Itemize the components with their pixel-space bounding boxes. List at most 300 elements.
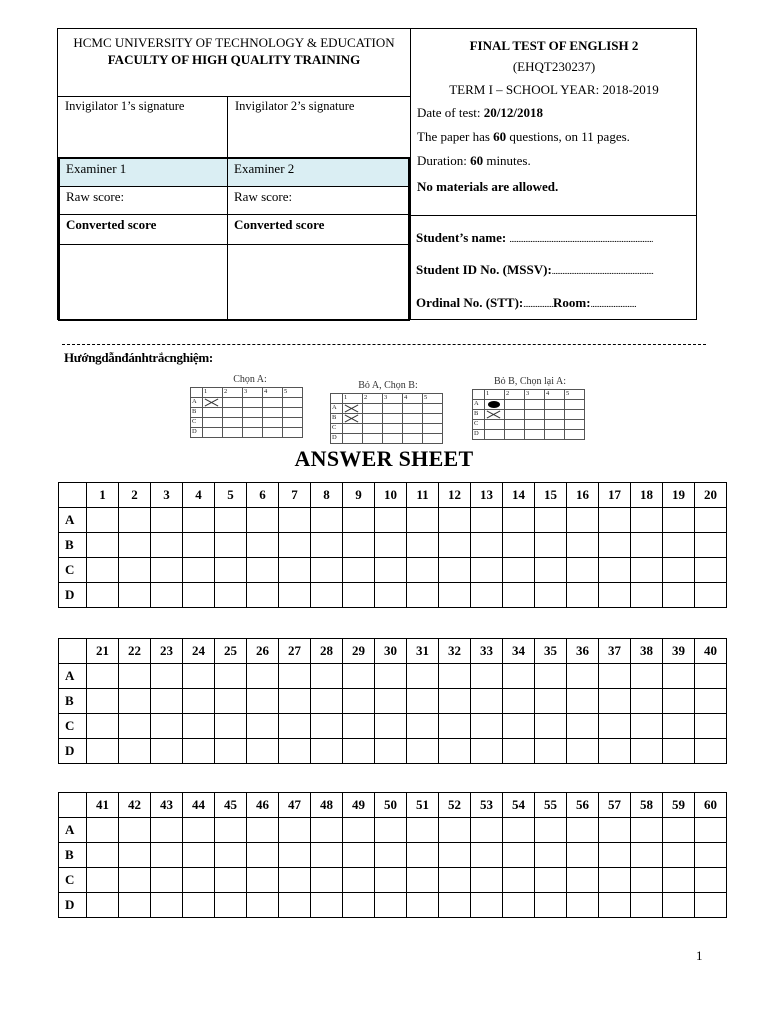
mini-grid-cell [243, 418, 263, 428]
answer-bubble[interactable] [375, 893, 407, 918]
answer-bubble[interactable] [215, 868, 247, 893]
answer-bubble[interactable] [503, 893, 535, 918]
answer-bubble[interactable] [279, 818, 311, 843]
answer-bubble[interactable] [439, 664, 471, 689]
answer-bubble[interactable] [215, 558, 247, 583]
answer-bubble[interactable] [119, 714, 151, 739]
answer-bubble[interactable] [439, 893, 471, 918]
answer-bubble[interactable] [535, 508, 567, 533]
answer-bubble[interactable] [599, 868, 631, 893]
answer-bubble[interactable] [471, 714, 503, 739]
answer-bubble[interactable] [87, 664, 119, 689]
answer-bubble[interactable] [311, 843, 343, 868]
answer-bubble[interactable] [695, 689, 727, 714]
answer-bubble[interactable] [247, 893, 279, 918]
mini-grid-col-label: 5 [565, 390, 585, 400]
answer-bubble[interactable] [87, 739, 119, 764]
answer-bubble[interactable] [631, 533, 663, 558]
answer-bubble[interactable] [183, 558, 215, 583]
answer-bubble[interactable] [439, 558, 471, 583]
student-id-field[interactable]: Student ID No. (MSSV):.......................................................... [416, 262, 654, 277]
answer-bubble[interactable] [599, 558, 631, 583]
answer-bubble[interactable] [119, 664, 151, 689]
answer-bubble[interactable] [503, 508, 535, 533]
answer-bubble[interactable] [567, 714, 599, 739]
question-number: 20 [695, 483, 727, 508]
answer-bubble[interactable] [279, 714, 311, 739]
answer-bubble[interactable] [663, 714, 695, 739]
answer-bubble[interactable] [503, 583, 535, 608]
answer-bubble[interactable] [183, 533, 215, 558]
mini-grid-cell [505, 400, 525, 410]
answer-bubble[interactable] [631, 689, 663, 714]
mini-grid-cell [545, 410, 565, 420]
answer-bubble[interactable] [375, 818, 407, 843]
answer-bubble[interactable] [215, 739, 247, 764]
option-label: D [59, 583, 87, 608]
answer-bubble[interactable] [375, 508, 407, 533]
answer-bubble[interactable] [663, 558, 695, 583]
answer-bubble[interactable] [407, 714, 439, 739]
answer-bubble[interactable] [631, 664, 663, 689]
answer-bubble[interactable] [183, 868, 215, 893]
answer-bubble[interactable] [151, 508, 183, 533]
answer-bubble[interactable] [247, 714, 279, 739]
answer-bubble[interactable] [311, 868, 343, 893]
answer-bubble[interactable] [631, 508, 663, 533]
answer-bubble[interactable] [407, 664, 439, 689]
answer-bubble[interactable] [247, 583, 279, 608]
question-number: 7 [279, 483, 311, 508]
mini-grid-cell [223, 398, 243, 408]
answer-bubble[interactable] [343, 508, 375, 533]
answer-bubble[interactable] [119, 583, 151, 608]
answer-bubble[interactable] [279, 868, 311, 893]
question-number: 28 [311, 639, 343, 664]
answer-bubble[interactable] [87, 583, 119, 608]
answer-bubble[interactable] [311, 558, 343, 583]
answer-bubble[interactable] [183, 714, 215, 739]
answer-bubble[interactable] [343, 558, 375, 583]
answer-bubble[interactable] [535, 739, 567, 764]
answer-bubble[interactable] [663, 868, 695, 893]
mini-grid-cell [263, 418, 283, 428]
answer-bubble[interactable] [215, 664, 247, 689]
answer-bubble[interactable] [311, 583, 343, 608]
answer-bubble[interactable] [631, 893, 663, 918]
answer-bubble[interactable] [279, 558, 311, 583]
answer-bubble[interactable] [119, 508, 151, 533]
answer-bubble[interactable] [599, 664, 631, 689]
mini-grid-cell [243, 428, 263, 438]
header-left-column [58, 29, 410, 319]
answer-bubble[interactable] [503, 714, 535, 739]
answer-bubble[interactable] [247, 818, 279, 843]
answer-bubble[interactable] [599, 533, 631, 558]
answer-bubble[interactable] [183, 583, 215, 608]
answer-bubble[interactable] [567, 818, 599, 843]
answer-bubble[interactable] [119, 689, 151, 714]
duration-label: Duration: [417, 153, 471, 168]
answer-bubble[interactable] [695, 843, 727, 868]
answer-bubble[interactable] [151, 714, 183, 739]
answer-bubble[interactable] [87, 868, 119, 893]
answer-bubble[interactable] [407, 843, 439, 868]
answer-bubble[interactable] [439, 583, 471, 608]
answer-bubble[interactable] [119, 739, 151, 764]
mini-grid-corner [191, 388, 203, 398]
converted-score-1-box[interactable] [60, 245, 228, 321]
converted-score-2-box[interactable] [228, 245, 408, 321]
answer-bubble[interactable] [471, 843, 503, 868]
answer-bubble[interactable] [503, 868, 535, 893]
answer-bubble[interactable] [599, 508, 631, 533]
mini-grid-corner [473, 390, 485, 400]
answer-bubble[interactable] [599, 583, 631, 608]
pages-prefix: The paper has [417, 129, 494, 144]
answer-bubble[interactable] [503, 739, 535, 764]
question-number: 22 [119, 639, 151, 664]
answer-bubble[interactable] [279, 508, 311, 533]
answer-bubble[interactable] [119, 818, 151, 843]
answer-bubble[interactable] [375, 843, 407, 868]
answer-bubble[interactable] [599, 714, 631, 739]
question-number-row [59, 483, 727, 508]
answer-bubble[interactable] [535, 843, 567, 868]
answer-bubble[interactable] [279, 533, 311, 558]
answer-bubble[interactable] [663, 893, 695, 918]
answer-bubble[interactable] [247, 508, 279, 533]
answer-bubble[interactable] [407, 689, 439, 714]
mini-grid-corner [331, 394, 343, 404]
answer-bubble[interactable] [119, 893, 151, 918]
mini-grid-col-label: 2 [223, 388, 243, 398]
answer-bubble[interactable] [439, 868, 471, 893]
option-row [59, 893, 727, 918]
answer-bubble[interactable] [343, 714, 375, 739]
answer-bubble[interactable] [503, 664, 535, 689]
answer-bubble[interactable] [471, 689, 503, 714]
answer-bubble[interactable] [343, 664, 375, 689]
answer-bubble[interactable] [535, 818, 567, 843]
answer-bubble[interactable] [663, 739, 695, 764]
answer-bubble[interactable] [151, 843, 183, 868]
question-number: 53 [471, 793, 503, 818]
raw-score-2[interactable]: Raw score: [234, 189, 293, 204]
answer-bubble[interactable] [151, 558, 183, 583]
answer-bubble[interactable] [215, 843, 247, 868]
answer-bubble[interactable] [695, 868, 727, 893]
option-row [59, 714, 727, 739]
answer-bubble[interactable] [535, 664, 567, 689]
answer-bubble[interactable] [375, 583, 407, 608]
answer-bubble[interactable] [343, 818, 375, 843]
answer-bubble[interactable] [87, 558, 119, 583]
answer-bubble[interactable] [183, 818, 215, 843]
answer-bubble[interactable] [439, 533, 471, 558]
answer-bubble[interactable] [375, 739, 407, 764]
answer-bubble[interactable] [599, 689, 631, 714]
answer-bubble[interactable] [375, 714, 407, 739]
answer-bubble[interactable] [471, 868, 503, 893]
answer-bubble[interactable] [695, 508, 727, 533]
ordinal-room-field[interactable]: Ordinal No. (STT):.................Room:.......................... [416, 295, 637, 310]
question-number: 39 [663, 639, 695, 664]
answer-bubble[interactable] [87, 714, 119, 739]
answer-bubble[interactable] [567, 868, 599, 893]
answer-bubble[interactable] [471, 664, 503, 689]
answer-bubble[interactable] [695, 558, 727, 583]
answer-bubble[interactable] [215, 818, 247, 843]
answer-bubble[interactable] [343, 533, 375, 558]
answer-bubble[interactable] [567, 508, 599, 533]
answer-bubble[interactable] [471, 583, 503, 608]
answer-bubble[interactable] [567, 664, 599, 689]
mini-grid-row-label: D [331, 434, 343, 444]
answer-bubble[interactable] [87, 533, 119, 558]
answer-bubble[interactable] [631, 739, 663, 764]
mini-grid-row [331, 414, 443, 424]
cross-mark-icon [204, 398, 218, 407]
answer-bubble[interactable] [343, 843, 375, 868]
answer-bubble[interactable] [151, 893, 183, 918]
invigilator-1-signature[interactable]: Invigilator 1’s signature [58, 97, 228, 158]
answer-bubble[interactable] [567, 689, 599, 714]
answer-bubble[interactable] [439, 739, 471, 764]
answer-bubble[interactable] [535, 868, 567, 893]
cross-mark-icon [486, 410, 500, 419]
answer-bubble[interactable] [695, 714, 727, 739]
converted-score-row [60, 215, 408, 245]
answer-bubble[interactable] [119, 868, 151, 893]
answer-bubble[interactable] [343, 893, 375, 918]
answer-bubble[interactable] [311, 664, 343, 689]
answer-bubble[interactable] [631, 714, 663, 739]
answer-bubble[interactable] [119, 558, 151, 583]
answer-bubble[interactable] [407, 818, 439, 843]
answer-bubble[interactable] [247, 739, 279, 764]
answer-bubble[interactable] [215, 714, 247, 739]
answer-bubble[interactable] [343, 739, 375, 764]
answer-bubble[interactable] [375, 533, 407, 558]
answer-bubble[interactable] [215, 508, 247, 533]
answer-bubble[interactable] [279, 664, 311, 689]
answer-bubble[interactable] [375, 868, 407, 893]
answer-bubble[interactable] [311, 533, 343, 558]
invigilator-2-signature[interactable]: Invigilator 2’s signature [235, 99, 355, 113]
answer-bubble[interactable] [599, 818, 631, 843]
answer-bubble[interactable] [631, 583, 663, 608]
answer-bubble[interactable] [343, 583, 375, 608]
answer-bubble[interactable] [311, 714, 343, 739]
answer-bubble[interactable] [663, 508, 695, 533]
mini-grid-cell [383, 434, 403, 444]
answer-bubble[interactable] [663, 583, 695, 608]
answer-bubble[interactable] [503, 818, 535, 843]
questions-count: 60 [493, 129, 507, 144]
answer-bubble[interactable] [151, 664, 183, 689]
mini-grid-header [191, 388, 303, 398]
mini-grid-col-label: 4 [403, 394, 423, 404]
answer-bubble[interactable] [567, 843, 599, 868]
answer-bubble[interactable] [247, 533, 279, 558]
question-number: 51 [407, 793, 439, 818]
answer-bubble[interactable] [311, 739, 343, 764]
answer-bubble[interactable] [407, 868, 439, 893]
option-row [59, 558, 727, 583]
answer-bubble[interactable] [151, 739, 183, 764]
answer-bubble[interactable] [535, 689, 567, 714]
question-number: 27 [279, 639, 311, 664]
answer-bubble[interactable] [631, 558, 663, 583]
student-name-field[interactable]: Student’s name: .................................................................................. [416, 230, 653, 245]
answer-bubble[interactable] [279, 583, 311, 608]
answer-bubble[interactable] [279, 893, 311, 918]
answer-bubble[interactable] [215, 533, 247, 558]
answer-bubble[interactable] [151, 533, 183, 558]
answer-bubble[interactable] [215, 893, 247, 918]
answer-bubble[interactable] [279, 689, 311, 714]
answer-bubble[interactable] [407, 583, 439, 608]
answer-bubble[interactable] [87, 893, 119, 918]
answer-bubble[interactable] [87, 818, 119, 843]
answer-bubble[interactable] [439, 689, 471, 714]
answer-bubble[interactable] [663, 689, 695, 714]
answer-bubble[interactable] [311, 508, 343, 533]
answer-bubble[interactable] [695, 739, 727, 764]
mini-grid-cell [525, 400, 545, 410]
materials-note: No materials are allowed. [417, 179, 559, 194]
answer-bubble[interactable] [471, 533, 503, 558]
answer-bubble[interactable] [471, 508, 503, 533]
answer-bubble[interactable] [247, 868, 279, 893]
answer-bubble[interactable] [439, 508, 471, 533]
answer-bubble[interactable] [343, 689, 375, 714]
answer-bubble[interactable] [151, 689, 183, 714]
answer-bubble[interactable] [631, 868, 663, 893]
mini-grid-cell [485, 410, 505, 420]
mini-grid-cell [403, 414, 423, 424]
answer-bubble[interactable] [87, 689, 119, 714]
answer-bubble[interactable] [535, 893, 567, 918]
answer-bubble[interactable] [247, 843, 279, 868]
student-name-label: Student’s name: [416, 230, 510, 245]
answer-bubble[interactable] [567, 893, 599, 918]
answer-bubble[interactable] [503, 843, 535, 868]
answer-bubble[interactable] [439, 818, 471, 843]
answer-bubble[interactable] [631, 818, 663, 843]
answer-bubble[interactable] [151, 818, 183, 843]
answer-bubble[interactable] [183, 739, 215, 764]
answer-bubble[interactable] [375, 689, 407, 714]
answer-bubble[interactable] [247, 558, 279, 583]
answer-bubble[interactable] [695, 893, 727, 918]
answer-bubble[interactable] [535, 558, 567, 583]
answer-bubble[interactable] [375, 558, 407, 583]
answer-bubble[interactable] [663, 664, 695, 689]
answer-bubble[interactable] [119, 533, 151, 558]
answer-bubble[interactable] [375, 664, 407, 689]
answer-bubble[interactable] [119, 843, 151, 868]
answer-bubble[interactable] [183, 508, 215, 533]
answer-bubble[interactable] [471, 818, 503, 843]
answer-bubble[interactable] [279, 739, 311, 764]
answer-bubble[interactable] [695, 583, 727, 608]
answer-bubble[interactable] [503, 558, 535, 583]
answer-bubble[interactable] [535, 583, 567, 608]
answer-bubble[interactable] [247, 689, 279, 714]
answer-bubble[interactable] [183, 664, 215, 689]
answer-bubble[interactable] [567, 739, 599, 764]
mini-grid-row [191, 408, 303, 418]
answer-bubble[interactable] [471, 739, 503, 764]
answer-bubble[interactable] [151, 868, 183, 893]
answer-bubble[interactable] [535, 533, 567, 558]
mini-grid-cell [263, 408, 283, 418]
answer-bubble[interactable] [183, 689, 215, 714]
answer-bubble[interactable] [279, 843, 311, 868]
answer-bubble[interactable] [87, 508, 119, 533]
answer-bubble[interactable] [87, 843, 119, 868]
answer-bubble[interactable] [215, 689, 247, 714]
header-right-column [411, 29, 697, 319]
mini-grid-cell [363, 414, 383, 424]
example-label: Chọn A: [233, 374, 267, 385]
question-number: 38 [631, 639, 663, 664]
raw-score-1[interactable]: Raw score: [60, 187, 228, 214]
answer-bubble[interactable] [311, 818, 343, 843]
duration-suffix: minutes. [483, 153, 531, 168]
answer-bubble[interactable] [247, 664, 279, 689]
answer-bubble[interactable] [407, 533, 439, 558]
answer-bubble[interactable] [311, 689, 343, 714]
question-number: 36 [567, 639, 599, 664]
answer-bubble[interactable] [599, 739, 631, 764]
answer-bubble[interactable] [439, 714, 471, 739]
answer-bubble[interactable] [471, 893, 503, 918]
answer-bubble[interactable] [407, 558, 439, 583]
answer-bubble[interactable] [407, 893, 439, 918]
question-number: 17 [599, 483, 631, 508]
answer-bubble[interactable] [311, 893, 343, 918]
answer-bubble[interactable] [343, 868, 375, 893]
answer-bubble[interactable] [567, 533, 599, 558]
answer-bubble[interactable] [471, 558, 503, 583]
answer-bubble[interactable] [407, 739, 439, 764]
answer-bubble[interactable] [695, 664, 727, 689]
answer-bubble[interactable] [151, 583, 183, 608]
answer-bubble[interactable] [407, 508, 439, 533]
answer-bubble[interactable] [503, 689, 535, 714]
answer-bubble[interactable] [599, 893, 631, 918]
answer-bubble[interactable] [663, 533, 695, 558]
answer-bubble[interactable] [439, 843, 471, 868]
answer-bubble[interactable] [663, 843, 695, 868]
answer-bubble[interactable] [663, 818, 695, 843]
answer-bubble[interactable] [215, 583, 247, 608]
answer-bubble[interactable] [183, 843, 215, 868]
answer-bubble[interactable] [695, 818, 727, 843]
answer-bubble[interactable] [503, 533, 535, 558]
answer-bubble[interactable] [183, 893, 215, 918]
answer-bubble[interactable] [567, 583, 599, 608]
question-number: 33 [471, 639, 503, 664]
answer-bubble[interactable] [631, 843, 663, 868]
answer-bubble[interactable] [599, 843, 631, 868]
answer-bubble[interactable] [695, 533, 727, 558]
answer-bubble[interactable] [567, 558, 599, 583]
answer-bubble[interactable] [535, 714, 567, 739]
